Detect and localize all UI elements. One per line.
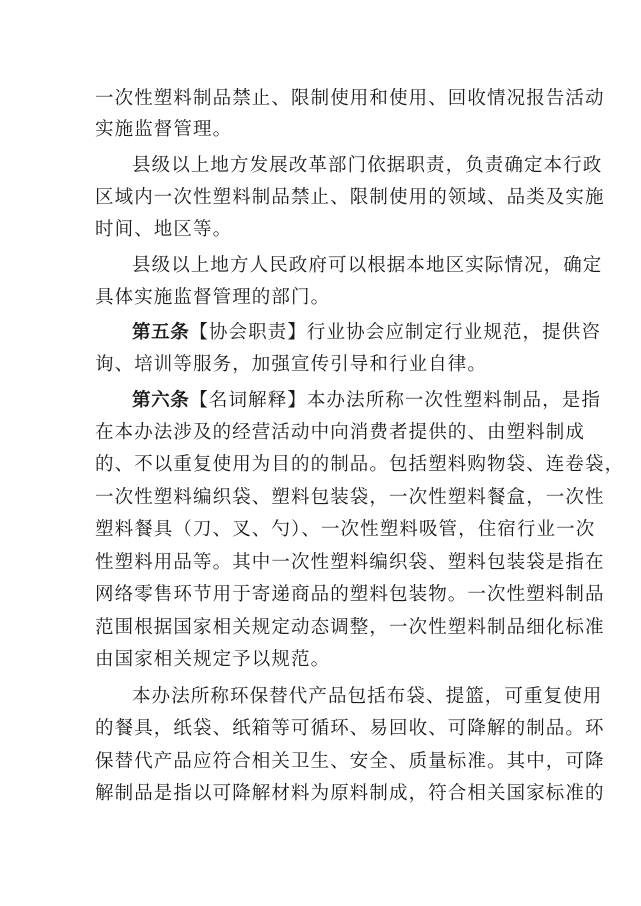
paragraph-line [95,515,596,545]
line-text: 本办法所称环保替代产品包括布袋、提篮，可重复使用 [132,686,603,707]
line-text: 时间、地区等。 [95,219,233,240]
line-text: 县级以上地方人民政府可以根据本地区实际情况，确定 [132,255,603,276]
paragraph-line [95,418,586,448]
article-number: 第五条 [132,322,190,343]
paragraph-line [95,714,605,744]
line-text: 区域内一次性塑料制品禁止、限制使用的领域、品类及实施 [95,187,605,208]
paragraph-line [95,215,555,245]
paragraph-line [95,613,605,643]
line-text: 一次性塑料制品禁止、限制使用和使用、回收情况报告活动 [95,88,605,109]
line-text: 网络零售环节用于寄递商品的塑料包装物。一次性塑料制品 [95,584,605,605]
paragraph-line [95,645,555,675]
line-text: 【名词解释】本办法所称一次性塑料制品，是指 [189,390,601,411]
line-text: 询、培训等服务，加强宣传引导和行业自律。 [95,354,488,375]
line-text: 范围根据国家相关规定动态调整，一次性塑料制品细化标准 [95,617,605,638]
article-heading-line [132,318,601,348]
paragraph-line [95,283,555,313]
paragraph-line [95,483,605,513]
paragraph-line [95,580,605,610]
paragraph-line [132,682,603,712]
line-text: 塑料餐具（刀、叉、勺）、一次性塑料吸管，住宿行业一次 [95,519,596,540]
article-number: 第六条 [132,390,190,411]
paragraph-line [95,779,605,809]
line-text: 由国家相关规定予以规范。 [95,649,331,670]
line-text: 县级以上地方发展改革部门依据职责，负责确定本行政 [132,155,603,176]
line-text: 性塑料用品等。其中一次性塑料编织袋、塑料包装袋是指在 [95,552,605,573]
paragraph-line [95,747,605,777]
line-text: 实施监督管理。 [95,119,233,140]
line-text: 一次性塑料编织袋、塑料包装袋，一次性塑料餐盒，一次性 [95,487,605,508]
article-heading-line [132,386,601,416]
line-text: 的、不以重复使用为目的的制品。包括塑料购物袋、连卷袋， [95,454,625,475]
line-text: 在本办法涉及的经营活动中向消费者提供的、由塑料制成 [95,422,586,443]
line-text: 解制品是指以可降解材料为原料制成，符合相关国家标准的 [95,783,605,804]
paragraph-line [95,350,555,380]
line-text: 的餐具，纸袋、纸箱等可循环、易回收、可降解的制品。环 [95,718,605,739]
paragraph-line [95,450,625,480]
paragraph-line [132,151,603,181]
paragraph-line [95,84,605,114]
line-text: 具体实施监督管理的部门。 [95,287,331,308]
paragraph-line [132,251,603,281]
line-text: 【协会职责】行业协会应制定行业规范，提供咨 [189,322,601,343]
line-text: 保替代产品应符合相关卫生、安全、质量标准。其中，可降 [95,751,605,772]
paragraph-line [95,115,555,145]
paragraph-line [95,183,605,213]
paragraph-line [95,548,605,578]
